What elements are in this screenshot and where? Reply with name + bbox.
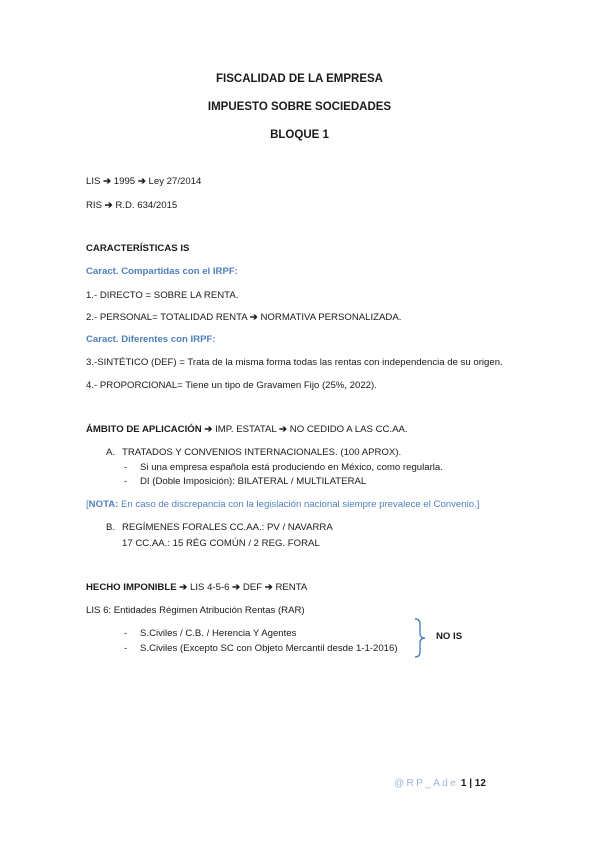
list-item-b-detail: 17 CC.AA.: 15 RÉG COMÚN / 2 REG. FORAL bbox=[122, 538, 320, 549]
arrow-right-icon: ➔ bbox=[232, 582, 241, 593]
section-heading-caracteristicas: CARACTERÍSTICAS IS bbox=[86, 243, 190, 254]
list-item: 4.- PROPORCIONAL= Tiene un tipo de Gravamen Fijo (25%, 2022). bbox=[86, 380, 377, 391]
bullet-item: Si una empresa española está produciendo en México, como regularla. bbox=[140, 462, 443, 473]
heading-text: ÁMBITO DE APLICACIÓN bbox=[86, 424, 202, 435]
arrow-right-icon: ➔ bbox=[249, 312, 258, 323]
footer-handle: @RP_Ade bbox=[394, 778, 459, 789]
section-heading-hecho bbox=[86, 582, 307, 594]
lis6-line: LIS 6: Entidades Régimen Atribución Rentas (RAR) bbox=[86, 605, 305, 616]
ref-ris-decree: R.D. 634/2015 bbox=[115, 200, 178, 211]
bullet-dash: - bbox=[124, 476, 128, 487]
list-item-a: TRATADOS Y CONVENIOS INTERNACIONALES. (100 APROX). bbox=[122, 447, 402, 458]
bullet-item: DI (Doble Imposición): BILATERAL / MULTILATERAL bbox=[140, 476, 367, 487]
arrow-right-icon: ➔ bbox=[279, 424, 288, 435]
title-line-2: IMPUESTO SOBRE SOCIEDADES bbox=[207, 101, 392, 113]
list-label-a: A. bbox=[106, 447, 116, 458]
list-item-text: NORMATIVA PERSONALIZADA. bbox=[260, 312, 402, 323]
title-line-1: FISCALIDAD DE LA EMPRESA bbox=[216, 73, 383, 85]
bullet-dash: - bbox=[124, 462, 128, 473]
bullet-dash: - bbox=[124, 643, 128, 654]
arrow-right-icon: ➔ bbox=[104, 200, 113, 211]
page-number: 1 | 12 bbox=[460, 778, 486, 789]
note-label: NOTA: bbox=[88, 499, 119, 510]
no-is-label: NO IS bbox=[436, 631, 463, 642]
list-item-b: REGÍMENES FORALES CC.AA.: PV / NAVARRA bbox=[122, 522, 333, 533]
heading-text: HECHO IMPONIBLE bbox=[86, 582, 177, 593]
ref-lis-law: Ley 27/2014 bbox=[148, 176, 202, 187]
subheading-diferentes: Caract. Diferentes con IRPF: bbox=[86, 334, 216, 345]
bracket-open: [ bbox=[86, 499, 89, 510]
ref-ris bbox=[86, 200, 177, 212]
note-text: En caso de discrepancia con la legislación nacional siempre prevalece el Convenio. bbox=[121, 499, 477, 510]
footer bbox=[394, 778, 486, 790]
title-line-3: BLOQUE 1 bbox=[270, 129, 329, 141]
ref-lis-label: LIS bbox=[86, 176, 101, 187]
arrow-right-icon: ➔ bbox=[137, 176, 146, 187]
arrow-right-icon: ➔ bbox=[264, 582, 273, 593]
ref-lis-year: 1995 bbox=[113, 176, 136, 187]
list-item bbox=[86, 312, 401, 324]
bullet-item: S.Civiles / C.B. / Herencia Y Agentes bbox=[140, 628, 297, 639]
ref-ris-label: RIS bbox=[86, 200, 102, 211]
ref-lis bbox=[86, 176, 201, 188]
bullet-dash: - bbox=[124, 628, 128, 639]
note-box bbox=[86, 499, 479, 511]
curly-brace-icon bbox=[413, 618, 427, 658]
heading-part: LIS 4-5-6 bbox=[190, 582, 230, 593]
list-item: 1.- DIRECTO = SOBRE LA RENTA. bbox=[86, 290, 239, 301]
bracket-close: ] bbox=[476, 499, 480, 510]
list-label-b: B. bbox=[106, 522, 116, 533]
arrow-right-icon: ➔ bbox=[204, 424, 213, 435]
heading-part: DEF bbox=[242, 582, 263, 593]
heading-part: IMP. ESTATAL bbox=[215, 424, 277, 435]
section-heading-ambito bbox=[86, 424, 408, 436]
arrow-right-icon: ➔ bbox=[179, 582, 188, 593]
subheading-compartidas: Caract. Compartidas con el IRPF: bbox=[86, 266, 238, 277]
list-item: 3.-SINTÉTICO (DEF) = Trata de la misma forma todas las rentas con independencia de su origen. bbox=[86, 357, 503, 368]
heading-part: NO CEDIDO A LAS CC.AA. bbox=[289, 424, 408, 435]
bullet-item: S.Civiles (Excepto SC con Objeto Mercantil desde 1-1-2016) bbox=[140, 643, 398, 654]
heading-part: RENTA bbox=[275, 582, 308, 593]
arrow-right-icon: ➔ bbox=[103, 176, 112, 187]
list-item-text: 2.- PERSONAL= TOTALIDAD RENTA bbox=[86, 312, 248, 323]
